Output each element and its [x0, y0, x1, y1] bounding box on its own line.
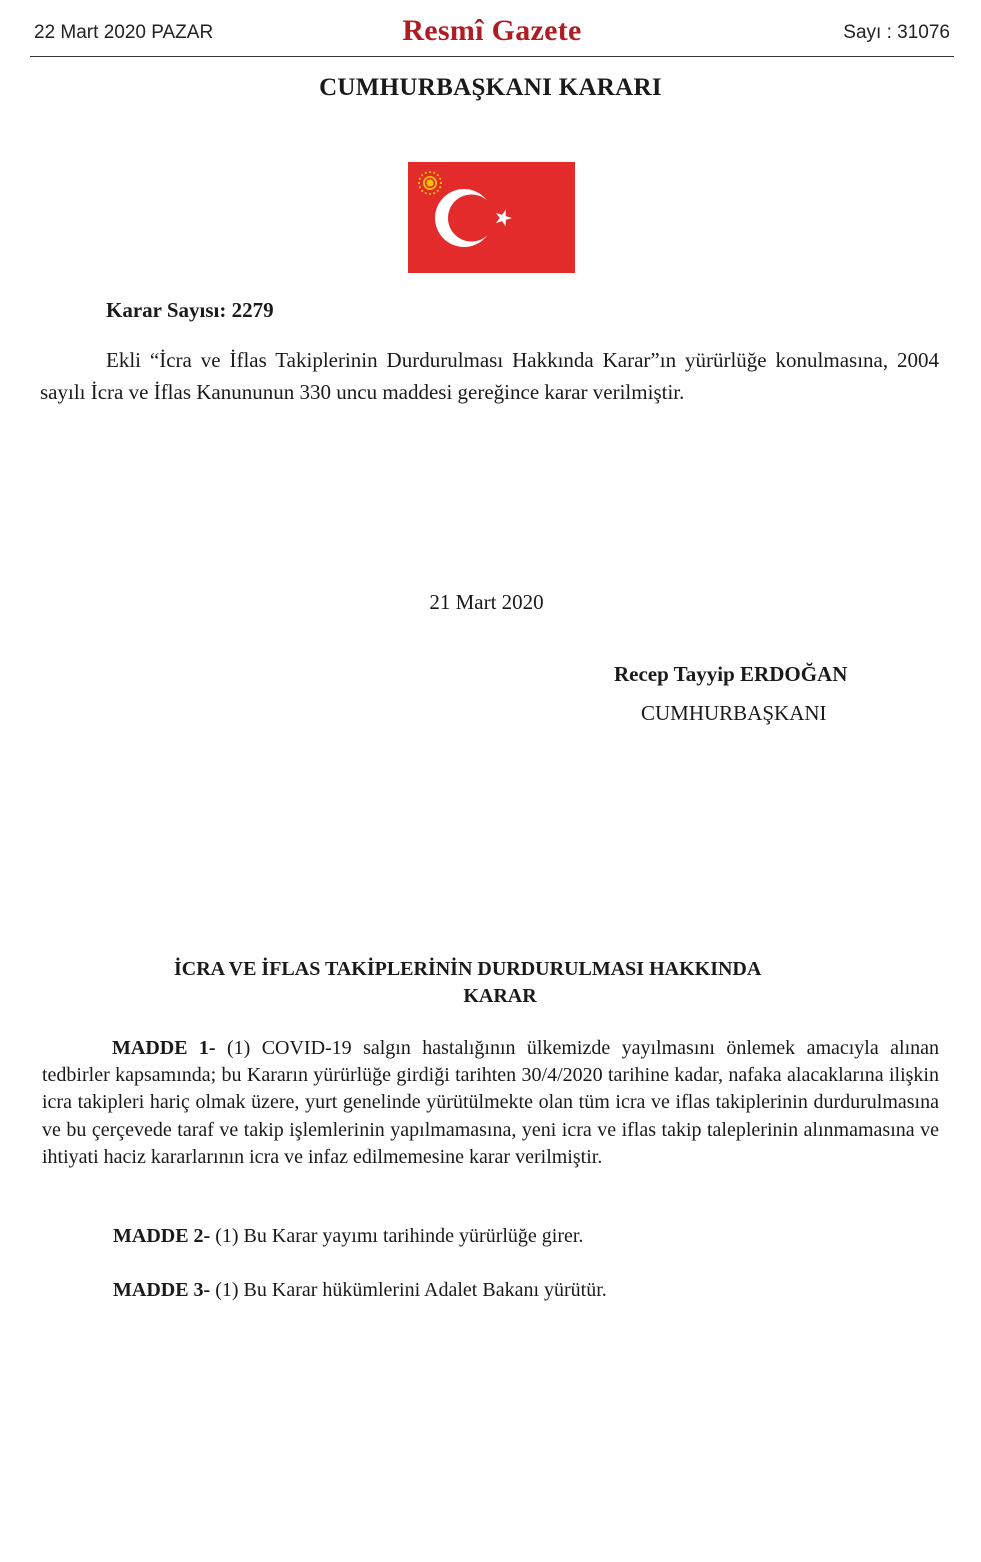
annex-title-line1: İCRA VE İFLAS TAKİPLERİNİN DURDURULMASI HAKKINDA — [174, 958, 762, 980]
article-label: MADDE 2- — [113, 1225, 211, 1247]
publication-date: 22 Mart 2020 PAZAR — [34, 22, 214, 43]
article-text: (1) Bu Karar yayımı tarihinde yürürlüğe girer. — [215, 1225, 584, 1247]
signature-date: 21 Mart 2020 — [429, 590, 544, 614]
gazette-header — [30, 14, 954, 57]
annex-title — [174, 956, 874, 1010]
annex-title-line2: KARAR — [463, 985, 537, 1007]
decree-heading: CUMHURBAŞKANI KARARI — [319, 74, 662, 101]
issue-number: Sayı : 31076 — [843, 22, 950, 43]
signer-name: Recep Tayyip ERDOĞAN — [614, 662, 848, 686]
article-label: MADDE 3- — [113, 1279, 211, 1301]
gazette-title: Resmî Gazete — [402, 14, 582, 47]
turkish-flag-icon — [408, 162, 575, 273]
decree-number: Karar Sayısı: 2279 — [106, 298, 274, 322]
article-2 — [113, 1225, 583, 1248]
decree-intro-text: Ekli “İcra ve İflas Takiplerinin Durdurulması Hakkında Karar”ın yürürlüğe konulmasına, 2004 sayılı İcra ve İflas Kanununun 330 uncu maddesi gereğince karar verilmiştir. — [40, 348, 939, 404]
article-label: MADDE 1- — [112, 1037, 216, 1059]
article-3 — [113, 1279, 607, 1302]
article-text: (1) Bu Karar hükümlerini Adalet Bakanı yürütür. — [215, 1279, 607, 1301]
signer-title: CUMHURBAŞKANI — [641, 701, 827, 725]
article-text: (1) COVID-19 salgın hastalığının ülkemizde yayılmasını önlemek amacıyla alınan tedbirler kapsamında; bu Kararın yürürlüğe girdiği tarihten 30/4/2020 tarihine kadar, nafaka alacaklarına ilişkin icra takipleri hariç olmak üzere, yurt genelinde yürütülmekte olan tüm icra ve iflas takiplerinin durdurulmasına ve bu çerçevede taraf ve takip işlemlerinin yapılmamasına, yeni icra ve iflas takip taleplerinin alınmamasına ve ihtiyati haciz kararlarının icra ve infaz edilmemesine karar verilmiştir. — [42, 1037, 939, 1168]
article-1 — [42, 1035, 939, 1171]
